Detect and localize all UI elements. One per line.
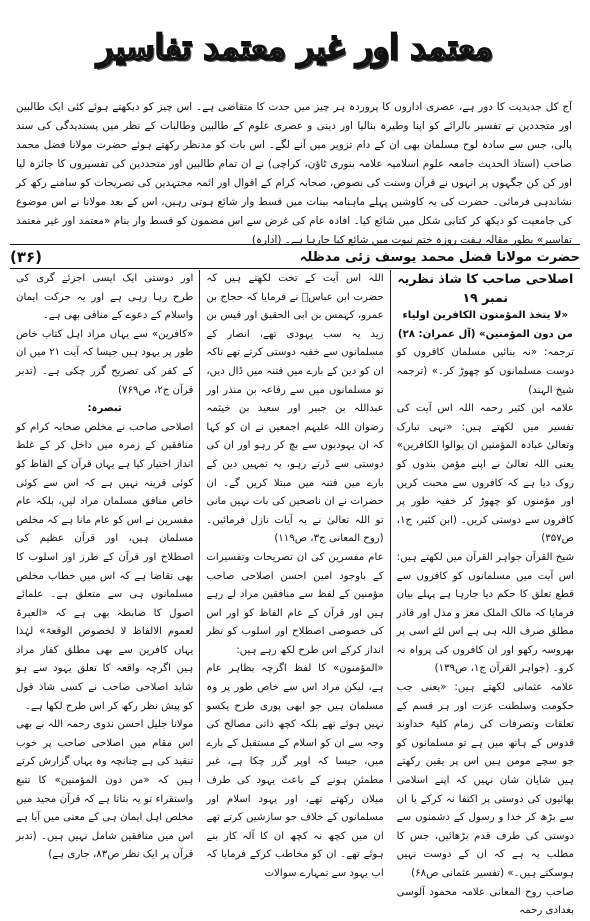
page-number: (۳۶) [10,248,43,266]
header-divider [10,268,580,269]
author-name: حضرت مولانا فضل محمد یوسف زئی مدظلہ [299,249,580,265]
paragraph: ترجمہ: «نہ بنائیں مسلمان کافروں کو دوست مسلمانوں کو چھوڑ کر۔» (ترجمہ شیخ الہند) [396,347,574,396]
editorial-intro: آج کل جدیدیت کا دور ہے، عصری اداروں کا پروردہ ہر چیز میں جدت کا متقاضی ہے۔ اس چیز کو دیکھتے ہوئے کئی ایک طالبین اور متجددین نے تفسیر بالرائے کو اپنا وطیرہ بنالیا اور دینی و عصری علوم کے طالبین وطالبات کے نظر میں پسندیدگی کی سند پالی، جس سے سادہ لوح مسلمان بھی ان کے دام تزویر میں آنے لگے۔ اس بات کو مدنظر رکھتے ہوئے حضرت مولانا فضل محمد صاحب (استاذ الحدیث جامعہ علوم اسلامیہ علامہ بنوری ٹاؤن، کراچی) نے ان تمام طالبین اور متجددین کی تفسیروں کا جائزہ لیا اور کن کن جگہوں پر انہوں نے قرآن وسنت کی نصوص، صحابہ کرام کے اقوال اور ائمہ مجتہدین کی تصریحات کو سامنے رکھ کر نشاندہی فرمائی۔ حضرت کی یہ کاوشیں پہلے ماہنامہ بینات میں قسط وار شائع ہوتی رہیں، اس کے بعد مولانا نے اس موضوع کی جامعیت کو دیکھ کر کتابی شکل میں شائع کیا۔ افادہ عام کی غرض سے اس مضمون کو قسط وار بنام «معتمد اور غیر معتمد تفاسیر» بطور مقالہ ہفت روزہ ختم نبوت میں شائع کیا جارہا ہے۔ (ادارہ) [16,101,572,246]
paragraph: مولانا جلیل احسن ندوی رحمہ اللہ نے بھی اس مقام میں اصلاحی صاحب پر خوب تنقید کی ہے چنانچہ وہ یہاں گزارش کرتے ہیں کہ «من دون المؤمنین» کا تتبع واستقراء تو یہ بتاتا ہے کہ قرآن مجید میں مخلص اہل ایمان ہی کے معنی میں آیا ہے اس میں منافقین شامل نہیں ہیں۔ (تدبر قرآن پر ایک نظر ص۸۳، جاری ہے) [16,719,194,861]
section-heading: اصلاحی صاحب کا شاذ نظریہ نمبر ۱۹ [397,271,574,305]
paragraph: صاحب روح المعانی علامہ محمود آلوسی بغدادی رحمہ [396,886,574,917]
critique-heading: تبصرہ: [87,403,122,415]
paragraph: شیخ القرآن جواہر القرآن میں لکھتے ہیں: اس آیت میں مسلمانوں کو کافروں سے قطع تعلق کا حکم دیا جارہا ہے پہلے بیان فرمایا کہ مالک الملک معز و مذل اور قادر مطلق صرف اللہ ہی ہے اس لئے اسی پر بھروسہ رکھو اور ان کافروں کی پرواہ نہ کرو۔ (جواہر القرآن ج۱، ص۱۳۹) [396,551,574,675]
column-1 [391,270,580,917]
paragraph: «المؤمنون» کا لفظ اگرچہ بظاہر عام ہے، لیکن مراد اس سے خاص طور پر وہ مسلمان ہیں جو ابھی پوری طرح یکسو نہیں ہوئے تھے بلکہ کچھ ذاتی مصالح کی وجہ سے ان کو اسلام کے مستقبل کے بارے میں، جیسا کہ اوپر گزر چکا ہے، غیر مطمئن ہونے کے باعث یہود کی طرف میلان رکھتے تھے، اور یہود اسلام اور مسلمانوں کے خلاف جو سازشیں کرتے تھے ان میں کچھ نہ کچھ ان کا آلہ کار بنے ہوئے تھے۔ ان کو مخاطب کرکے فرمایا کہ اب یہود سے تمہارے سوالات [206,663,384,879]
paragraph: اللہ اس آیت کے تحت لکھتے ہیں کہ حضرت ابن عباسؓ نے فرمایا کہ حجاج بن عمرو، کہمس بن ابی الحقیق اور قیس بن زید یہ سب یہودی تھے، انصار کے مسلمانوں سے خفیہ دوستی کرتے تھے تاکہ ان کو دین کے بارے میں فتنہ میں ڈال دیں، تو مسلمانوں میں سے رفاعہ بن منذر اور عبداللہ بن جبیر اور سعید بن خیثمہ رضوان اللہ علیہم اجمعین نے ان کو کہا کہ ان یہودیوں سے بچ کر رہو اور ان کی دوستی سے ڈرتے رہو، یہ تمہیں دین کے بارے میں فتنہ میں مبتلا کریں گے۔ ان حضرات نے ان ناصحین کی بات نہیں مانی تو اللہ تعالیٰ نے یہ آیات نازل فرمائیں۔ (روح المعانی ج۳، ص۱۱۹) [206,273,384,545]
article-columns [10,270,580,917]
paragraph: «کافرین» سے یہاں مراد اہل کتاب خاص طور پر یہود ہیں جیسا کہ آیت ۲۱ میں ان کے کفر کی تصریح گزر چکی ہے۔ (تدبر قرآن ج۲، ص۷۶۹) [16,328,194,396]
top-divider [10,244,580,245]
paragraph: اور دوستی ایک ایسی اجزئے گری کی طرح رہا رہی ہے اور یہ حرکت ایمان واسلام کے دعوے کے منافی بھی ہے۔ [16,273,194,322]
column-3 [10,270,200,861]
quranic-verse: «لا یتخذ المؤمنون الکافرین اولیاء من دون المؤمنین» (آل عمران: ۲۸) [397,310,573,340]
paragraph: اصلاحی صاحب نے مخلص صحابہ کرام کو منافقین کے زمرہ میں داخل کر کے غلط انداز اختیار کیا ہے یہاں قرآن کے الفاظ کو کوئی قرینہ نہیں ہے کہ اس سے کوئی خاص منافق مسلمان مراد لیں، بلکہ عام مفسرین نے اس کو عام مانا ہے کہ مخلص مسلمان ہیں، اور قرآن عظیم کی اصطلاح اور قرآن کے طرز اور اسلوب کا بھی تقاضا ہے کہ اس میں خطاب مخلص مسلمانوں ہی سے متعلق ہے۔ علمائے اصول کا ضابطہ بھی ہے کہ «العبرۃ لعموم الالفاظ لا لخصوص الوقعۃ» لہٰذا یہاں کافرین سے بھی مطلق کفار مراد ہیں اگرچہ واقعہ کا تعلق یہود سے ہو شاید اصلاحی صاحب نے کسی شاذ قول کو پیش نظر رکھ کر اس طرح لکھا ہے۔ [16,421,194,712]
paragraph: علامہ عثمانی لکھتے ہیں: «یعنی جب حکومت وسلطنت عزت اور ہر قسم کے تعلقات وتصرفات کی زمام کلیۃً خداوند قدوس کے ہاتھ میں ہے تو مسلمانوں کو جو سچے مومن ہیں اس پر یقین رکھتے ہیں شایان شان نہیں کہ اپنے اسلامی بھائیوں کی دوستی پر اکتفا نہ کرکے یا ان سے بڑھ کر خدا و رسول کے دشمنوں سے دوستی کی طرف قدم بڑھائیں، جس کا مطلب یہ ہے کہ ان کے دوست نہیں ہوسکتے ہیں۔» (تفسیر عثمانی ص۶۸) [396,682,574,879]
article-title: معتمد اور غیر معتمد تفاسیر [97,28,493,68]
paragraph: عام مفسرین کی ان تصریحات وتفسیرات کے باوجود امین احسن اصلاحی صاحب مؤمنین کے لفظ سے منافقین مراد لے رہے ہیں اور قرآن کے عام الفاظ کو اور اس کی خصوصی اصطلاح اور اسلوب کو نظر انداز کرکے اس طرح لکھ رہے ہیں: [206,551,384,656]
paragraph: علامہ ابن کثیر رحمہ اللہ اس آیت کی تفسیر میں لکھتے ہیں: «نہی تبارک وتعالیٰ عبادہ المؤمنین ان یوالوا الکافرین» یعنی اللہ تعالیٰ نے اپنے مؤمن بندوں کو روک دیا ہے کہ کافروں سے محبت کریں اور مؤمنوں کو چھوڑ کر خفیہ طور پر کافروں سے دوستی کریں۔ (ابن کثیر، ج۱، ص۳۵۷) [396,403,574,545]
column-2 [200,270,390,879]
author-bar [10,246,580,268]
